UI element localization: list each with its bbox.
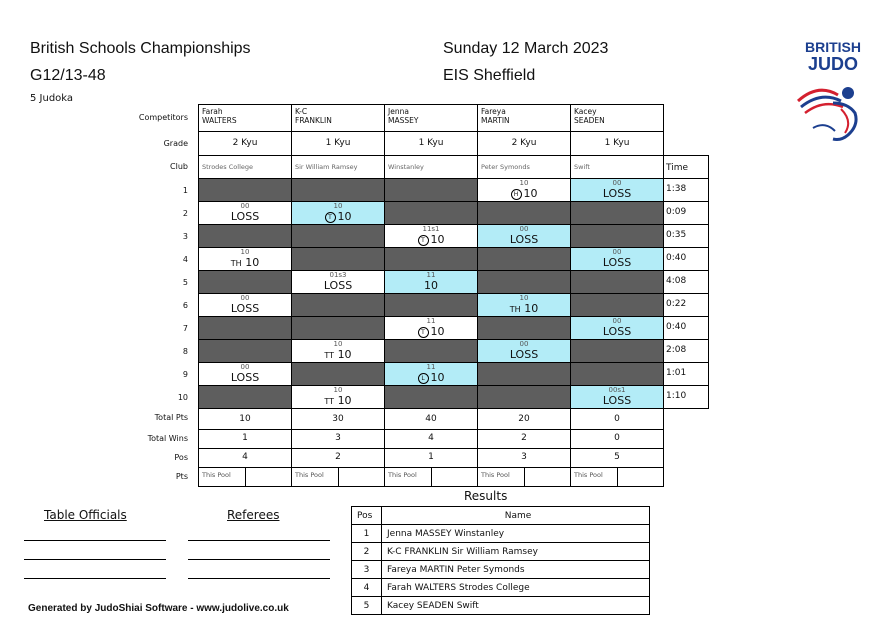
match-cell (198, 270, 292, 294)
pts-value-cell (524, 467, 571, 487)
club-cell (198, 155, 292, 179)
match-cell (198, 201, 292, 225)
match-cell (477, 178, 571, 202)
score-detail: 11s1 (422, 225, 440, 233)
pos-value: 3 (521, 452, 527, 462)
last-name: MASSEY (388, 116, 419, 125)
results-row: 4 Farah WALTERS Strodes College (352, 579, 650, 597)
match-time: 4:08 (666, 276, 687, 286)
match-time: 0:40 (666, 253, 687, 263)
match-cell (198, 362, 292, 386)
grade-cell (198, 131, 292, 156)
grade-value: 1 Kyu (604, 138, 630, 148)
last-name: SEADEN (574, 116, 605, 125)
footer-credit: Generated by JudoShiai Software - www.judolive.co.uk (28, 603, 289, 614)
first-name: Kacey (574, 107, 597, 116)
match-cell (291, 339, 385, 363)
pos-value: 1 (428, 452, 434, 462)
match-cell (291, 201, 385, 225)
competitor-name (478, 105, 570, 125)
match-cell (477, 339, 571, 363)
competitor-name (199, 105, 291, 125)
match-time: 0:40 (666, 322, 687, 332)
grade-value: 1 Kyu (325, 138, 351, 148)
club-cell (570, 155, 664, 179)
match-number: 6 (182, 301, 188, 310)
this-pool-cell (570, 467, 618, 487)
score-detail: 10 (333, 386, 343, 394)
pos-cell (198, 448, 292, 468)
match-cell (477, 247, 571, 271)
first-name: Fareya (481, 107, 506, 116)
score-detail: 10 (333, 202, 343, 210)
match-result (199, 371, 291, 384)
match-time-cell (663, 339, 709, 363)
club-value: Winstanley (388, 163, 424, 171)
total_wins-cell (570, 429, 664, 449)
club-label: Club (170, 162, 188, 171)
win-type-icon: T (325, 212, 336, 223)
total_wins-value: 0 (614, 433, 620, 443)
win-type-icon: L (418, 373, 429, 384)
total_pts-value: 40 (425, 414, 437, 424)
results-row: 5 Kacey SEADEN Swift (352, 597, 650, 615)
grade-cell (477, 131, 571, 156)
result-value: LOSS (602, 394, 632, 407)
referee-signature-line (188, 540, 330, 541)
result-value: LOSS (509, 233, 539, 246)
competitor-header (384, 104, 478, 132)
match-cell (291, 362, 385, 386)
score-detail: 10 (333, 340, 343, 348)
grade-cell (384, 131, 478, 156)
match-result (478, 187, 570, 200)
match-result (199, 210, 291, 223)
total_pts-label: Total Pts (154, 413, 188, 422)
pts-value-cell (338, 467, 385, 487)
club-value: Sir William Ramsey (295, 163, 358, 171)
match-cell (570, 178, 664, 202)
result-value: 10 (337, 394, 352, 407)
competitor-header (198, 104, 292, 132)
match-cell (384, 385, 478, 409)
match-result (385, 371, 477, 384)
match-result (292, 279, 384, 292)
match-time: 0:09 (666, 207, 687, 217)
official-signature-line (24, 559, 166, 560)
competitor-name (385, 105, 477, 125)
match-cell (570, 385, 664, 409)
official-signature-line (24, 540, 166, 541)
match-cell (198, 247, 292, 271)
match-result (385, 233, 477, 246)
pos-value: 5 (614, 452, 620, 462)
pos-cell (384, 448, 478, 468)
match-cell (384, 293, 478, 317)
competitor-header (477, 104, 571, 132)
this-pool-cell (291, 467, 339, 487)
match-cell (477, 293, 571, 317)
competitor-name (571, 105, 663, 125)
match-cell (477, 316, 571, 340)
competitor-name (292, 105, 384, 125)
result-value: 10 (430, 371, 445, 384)
match-cell (384, 270, 478, 294)
result-value: 10 (245, 256, 260, 269)
score-detail: 00s1 (608, 386, 626, 394)
result-value: LOSS (230, 210, 260, 223)
this-pool-label: This Pool (202, 471, 231, 479)
match-number: 3 (182, 232, 188, 241)
match-cell (198, 316, 292, 340)
match-cell (570, 247, 664, 271)
score-detail: 11 (426, 363, 436, 371)
judoka-emblem-icon (793, 73, 873, 148)
match-cell (570, 362, 664, 386)
referee-signature-line (188, 559, 330, 560)
win-type-code: TT (324, 351, 335, 360)
result-value: 10 (430, 233, 445, 246)
match-result (199, 256, 291, 270)
result-value: LOSS (230, 371, 260, 384)
score-detail: 00 (240, 294, 250, 302)
match-number: 5 (182, 278, 188, 287)
total_pts-value: 30 (332, 414, 344, 424)
pos-value: 2 (335, 452, 341, 462)
score-detail: 10 (519, 179, 529, 187)
match-time-cell (663, 316, 709, 340)
first-name: Farah (202, 107, 223, 116)
match-result (571, 325, 663, 338)
competitor-header (291, 104, 385, 132)
time-header (663, 155, 709, 179)
results-row: 1 Jenna MASSEY Winstanley (352, 525, 650, 543)
score-detail: 11 (426, 271, 436, 279)
match-cell (291, 224, 385, 248)
results-row: 2 K-C FRANKLIN Sir William Ramsey (352, 543, 650, 561)
result-value: 10 (430, 325, 445, 338)
club-value: Strodes College (202, 163, 254, 171)
first-name: Jenna (388, 107, 409, 116)
score-detail: 10 (240, 248, 250, 256)
total_pts-cell (570, 408, 664, 430)
match-cell (477, 385, 571, 409)
match-cell (291, 247, 385, 271)
pts-value-cell (431, 467, 478, 487)
match-time: 1:38 (666, 184, 687, 194)
match-result (571, 187, 663, 200)
match-time-cell (663, 362, 709, 386)
match-time-cell (663, 293, 709, 317)
total_wins-label: Total Wins (147, 434, 188, 443)
time-label: Time (666, 163, 689, 173)
match-cell (570, 201, 664, 225)
match-cell (291, 385, 385, 409)
match-result (199, 302, 291, 315)
pos-value: 4 (242, 452, 248, 462)
total_pts-value: 0 (614, 414, 620, 424)
result-value: LOSS (602, 256, 632, 269)
score-detail: 00 (612, 317, 622, 325)
match-cell (291, 293, 385, 317)
result-value: 10 (337, 210, 352, 223)
match-time: 2:08 (666, 345, 687, 355)
match-cell (477, 362, 571, 386)
match-time: 1:01 (666, 368, 687, 378)
match-cell (198, 224, 292, 248)
match-cell (477, 201, 571, 225)
win-type-icon: T (418, 235, 429, 246)
result-value: LOSS (602, 325, 632, 338)
match-time-cell (663, 385, 709, 409)
results-col-pos: Pos (352, 507, 382, 525)
score-detail: 00 (240, 363, 250, 371)
result-value: LOSS (602, 187, 632, 200)
total_pts-cell (384, 408, 478, 430)
result-value: LOSS (323, 279, 353, 292)
match-number: 2 (182, 209, 188, 218)
total_pts-cell (198, 408, 292, 430)
score-detail: 00 (519, 340, 529, 348)
match-time: 0:22 (666, 299, 687, 309)
match-cell (570, 293, 664, 317)
score-detail: 00 (519, 225, 529, 233)
last-name: FRANKLIN (295, 116, 332, 125)
score-detail: 00 (612, 179, 622, 187)
match-time: 0:35 (666, 230, 687, 240)
this-pool-label: This Pool (388, 471, 417, 479)
match-result (571, 394, 663, 407)
match-result (292, 348, 384, 362)
total_wins-value: 3 (335, 433, 341, 443)
match-cell (198, 385, 292, 409)
pos-cell (477, 448, 571, 468)
score-detail: 00 (612, 248, 622, 256)
total_pts-cell (291, 408, 385, 430)
total_pts-value: 20 (518, 414, 530, 424)
match-time-cell (663, 178, 709, 202)
match-result (292, 394, 384, 408)
match-cell (570, 270, 664, 294)
match-result (478, 348, 570, 361)
match-cell (291, 178, 385, 202)
this-pool-label: This Pool (295, 471, 324, 479)
grade-cell (291, 131, 385, 156)
pos-cell (570, 448, 664, 468)
this-pool-cell (198, 467, 246, 487)
pts-value-cell (617, 467, 664, 487)
win-type-code: TT (324, 397, 335, 406)
match-cell (570, 339, 664, 363)
match-time-cell (663, 247, 709, 271)
last-name: WALTERS (202, 116, 237, 125)
referee-signature-line (188, 578, 330, 579)
referees-label: Referees (227, 508, 280, 522)
results-title: Results (464, 489, 508, 503)
match-cell (570, 316, 664, 340)
match-time-cell (663, 270, 709, 294)
score-detail: 11 (426, 317, 436, 325)
event-date: Sunday 12 March 2023 (443, 40, 609, 57)
total_wins-cell (198, 429, 292, 449)
match-cell (198, 178, 292, 202)
match-time: 1:10 (666, 391, 687, 401)
match-result (385, 279, 477, 292)
match-number: 10 (177, 393, 188, 402)
last-name: MARTIN (481, 116, 510, 125)
judoka-count: 5 Judoka (30, 93, 74, 104)
total_pts-cell (477, 408, 571, 430)
results-row: 3 Fareya MARTIN Peter Symonds (352, 561, 650, 579)
results-col-name: Name (382, 507, 650, 525)
results-table (351, 506, 650, 615)
grade-value: 2 Kyu (511, 138, 537, 148)
table-officials-label: Table Officials (44, 508, 127, 522)
result-value: 10 (424, 279, 438, 292)
match-number: 9 (182, 370, 188, 379)
result-value: 10 (523, 187, 538, 200)
this-pool-label: This Pool (481, 471, 510, 479)
total_wins-value: 4 (428, 433, 434, 443)
grade-value: 2 Kyu (232, 138, 258, 148)
total_wins-cell (384, 429, 478, 449)
match-cell (384, 362, 478, 386)
match-number: 8 (182, 347, 188, 356)
match-cell (570, 224, 664, 248)
club-value: Swift (574, 163, 590, 171)
match-cell (291, 316, 385, 340)
match-cell (384, 224, 478, 248)
total_wins-value: 1 (242, 433, 248, 443)
score-detail: 01s3 (329, 271, 347, 279)
event-venue: EIS Sheffield (443, 67, 536, 84)
result-value: 10 (337, 348, 352, 361)
club-cell (291, 155, 385, 179)
this-pool-label: This Pool (574, 471, 603, 479)
pts-label: Pts (175, 472, 188, 481)
match-result (385, 325, 477, 338)
match-cell (384, 201, 478, 225)
win-type-code: TH (230, 259, 242, 268)
this-pool-cell (477, 467, 525, 487)
match-result (478, 302, 570, 316)
match-number: 1 (182, 186, 188, 195)
pos-label: Pos (174, 453, 188, 462)
total_wins-cell (291, 429, 385, 449)
match-cell (477, 270, 571, 294)
match-cell (384, 178, 478, 202)
match-number: 4 (182, 255, 188, 264)
result-value: LOSS (230, 302, 260, 315)
match-cell (477, 224, 571, 248)
match-cell (384, 316, 478, 340)
match-result (571, 256, 663, 269)
win-type-code: TH (509, 305, 521, 314)
grade-label: Grade (163, 139, 188, 148)
match-time-cell (663, 201, 709, 225)
event-title: British Schools Championships (30, 40, 251, 57)
win-type-icon: H (511, 189, 522, 200)
british-judo-logo: BRITISH JUDO (793, 40, 873, 150)
official-signature-line (24, 578, 166, 579)
pts-value-cell (245, 467, 292, 487)
match-cell (384, 247, 478, 271)
competitors-label: Competitors (138, 113, 188, 122)
results-header-row (352, 507, 650, 525)
match-cell (198, 339, 292, 363)
match-time-cell (663, 224, 709, 248)
total_pts-value: 10 (239, 414, 251, 424)
total_wins-cell (477, 429, 571, 449)
grade-value: 1 Kyu (418, 138, 444, 148)
match-cell (291, 270, 385, 294)
club-cell (384, 155, 478, 179)
competitor-header (570, 104, 664, 132)
match-cell (198, 293, 292, 317)
club-cell (477, 155, 571, 179)
result-value: 10 (524, 302, 539, 315)
score-detail: 10 (519, 294, 529, 302)
match-result (292, 210, 384, 223)
category-label: G12/13-48 (30, 67, 106, 84)
this-pool-cell (384, 467, 432, 487)
match-number: 7 (182, 324, 188, 333)
win-type-icon: T (418, 327, 429, 338)
score-detail: 00 (240, 202, 250, 210)
club-value: Peter Symonds (481, 163, 530, 171)
result-value: LOSS (509, 348, 539, 361)
first-name: K-C (295, 107, 308, 116)
pos-cell (291, 448, 385, 468)
match-result (478, 233, 570, 246)
match-cell (384, 339, 478, 363)
grade-cell (570, 131, 664, 156)
total_wins-value: 2 (521, 433, 527, 443)
